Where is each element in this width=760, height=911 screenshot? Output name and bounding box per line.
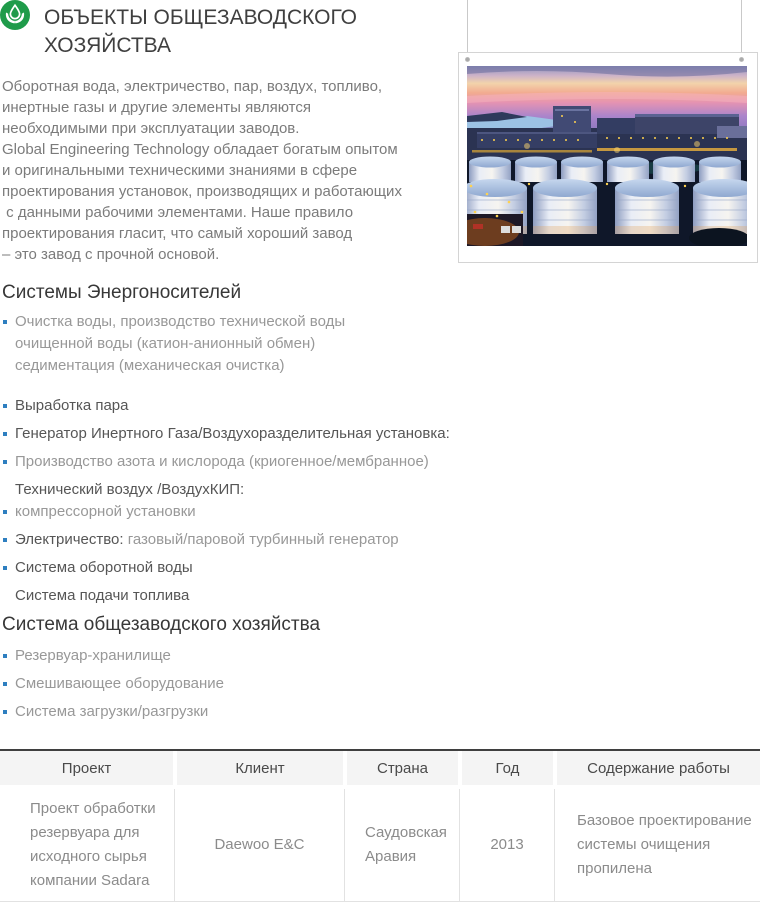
bullet-icon <box>3 538 7 542</box>
table-header-cell: Клиент <box>177 751 343 785</box>
list-item-text: Система подачи топлива <box>15 587 190 604</box>
projects-table <box>0 749 760 902</box>
list-item-text: газовый/паровой турбинный генератор <box>123 531 399 548</box>
table-row <box>0 789 760 902</box>
list-item-line <box>2 557 460 579</box>
table-header-cell: Год <box>462 751 553 785</box>
list-item-text: Очистка воды, производство технической воды <box>15 313 346 330</box>
list-item-line <box>2 645 460 667</box>
bullet-icon <box>3 460 7 464</box>
list-item-line <box>2 355 460 377</box>
table-cell-line: исходного сырья <box>30 848 147 865</box>
table-body <box>0 789 760 902</box>
list-item-line <box>2 395 460 417</box>
table-header-cell: Проект <box>0 751 173 785</box>
list-item <box>2 585 460 607</box>
energy-systems-list <box>2 311 460 607</box>
list-item-text: Выработка пара <box>15 397 129 414</box>
list-item <box>2 451 460 473</box>
table-cell-line: Саудовская <box>365 824 447 841</box>
table-cell <box>0 789 175 901</box>
intro-line: инертные газы и другие элементы являются <box>2 99 311 116</box>
list-item-text: компрессорной установки <box>15 503 196 520</box>
table-cell-line: Daewoo E&C <box>214 836 305 853</box>
list-item-line <box>2 701 460 723</box>
list-item-text: очищенной воды (катион-анионный обмен) <box>15 335 316 352</box>
list-item-text: Резервуар-хранилище <box>15 647 171 664</box>
table-header-row <box>0 751 760 785</box>
intro-line: – это завод с прочной основой. <box>2 246 220 263</box>
intro-line: с данными рабочими элементами. Наше правило <box>2 204 354 221</box>
list-item-text: Генератор Инертного Газа/Воздухоразделительная установка: <box>15 425 450 442</box>
section-heading-general-facilities: Система общезаводского хозяйства <box>2 614 321 635</box>
page-title: ОБЪЕКТЫ ОБЩЕЗАВОДСКОГО ХОЗЯЙСТВА <box>44 6 358 57</box>
bullet-icon <box>3 682 7 686</box>
list-item <box>2 701 460 723</box>
intro-line: проектирования установок, производящих и работающих <box>2 183 402 200</box>
table-cell <box>460 789 555 901</box>
list-item <box>2 479 460 523</box>
intro-line: необходимыми при эксплуатации заводов. <box>2 120 300 137</box>
photo-frame <box>458 52 758 263</box>
table-cell-line: системы очищения <box>577 836 711 853</box>
intro-line: Оборотная вода, электричество, пар, воздух, топливо, <box>2 78 383 95</box>
list-item-line <box>2 333 460 355</box>
table-cell-line: 2013 <box>490 836 524 853</box>
bullet-icon <box>3 566 7 570</box>
intro-line: проектирования гласит, что самый хороший завод <box>2 225 353 242</box>
table-cell <box>175 789 345 901</box>
list-item-text: Технический воздух /ВоздухКИП: <box>15 481 245 498</box>
list-item-line <box>2 311 460 333</box>
table-cell-line: Аравия <box>365 848 417 865</box>
list-item-line <box>2 529 460 551</box>
intro-paragraph <box>2 76 460 265</box>
list-item-text: Система оборотной воды <box>15 559 193 576</box>
table-header-cell: Содержание работы <box>557 751 760 785</box>
list-item-line <box>2 423 460 445</box>
bullet-icon <box>3 654 7 658</box>
list-item-line <box>2 673 460 695</box>
table-cell-line: резервуара для <box>30 824 140 841</box>
section-heading-energy-systems: Системы Энергоносителей <box>2 282 242 303</box>
list-item <box>2 423 460 445</box>
list-item-text: Смешивающее оборудование <box>15 675 225 692</box>
table-cell-line: компании Sadara <box>30 872 150 889</box>
list-item <box>2 529 460 551</box>
bullet-icon <box>3 710 7 714</box>
table-cell <box>555 789 760 901</box>
list-item-line <box>2 585 460 607</box>
list-item <box>2 645 460 667</box>
list-item-line <box>2 479 460 501</box>
list-item <box>2 395 460 417</box>
bullet-icon <box>3 432 7 436</box>
intro-line: и оригинальными техническими знаниями в сфере <box>2 162 358 179</box>
table-cell-line: Базовое проектирование <box>577 812 752 829</box>
bullet-icon <box>3 320 7 324</box>
green-hands-water-drop-icon <box>0 0 30 30</box>
table-cell <box>345 789 460 901</box>
list-item-line <box>2 501 460 523</box>
intro-line: Global Engineering Technology обладает богатым опытом <box>2 141 398 158</box>
facility-photo <box>467 66 747 246</box>
table-cell-line: пропилена <box>577 860 653 877</box>
list-item <box>2 557 460 579</box>
general-facilities-list <box>2 645 460 723</box>
list-item-text: седиментация (механическая очистка) <box>15 357 285 374</box>
table-header-cell: Страна <box>347 751 458 785</box>
bullet-icon <box>3 404 7 408</box>
bullet-icon <box>3 510 7 514</box>
page-header <box>0 0 760 62</box>
list-item <box>2 673 460 695</box>
list-item <box>2 311 460 377</box>
list-item-line <box>2 451 460 473</box>
list-item-text: Система загрузки/разгрузки <box>15 703 209 720</box>
table-cell-line: Проект обработки <box>30 800 156 817</box>
list-item-text: Производство азота и кислорода (криогенное/мембранное) <box>15 453 429 470</box>
list-item-text: Электричество: <box>15 531 124 548</box>
content-column <box>0 76 460 723</box>
